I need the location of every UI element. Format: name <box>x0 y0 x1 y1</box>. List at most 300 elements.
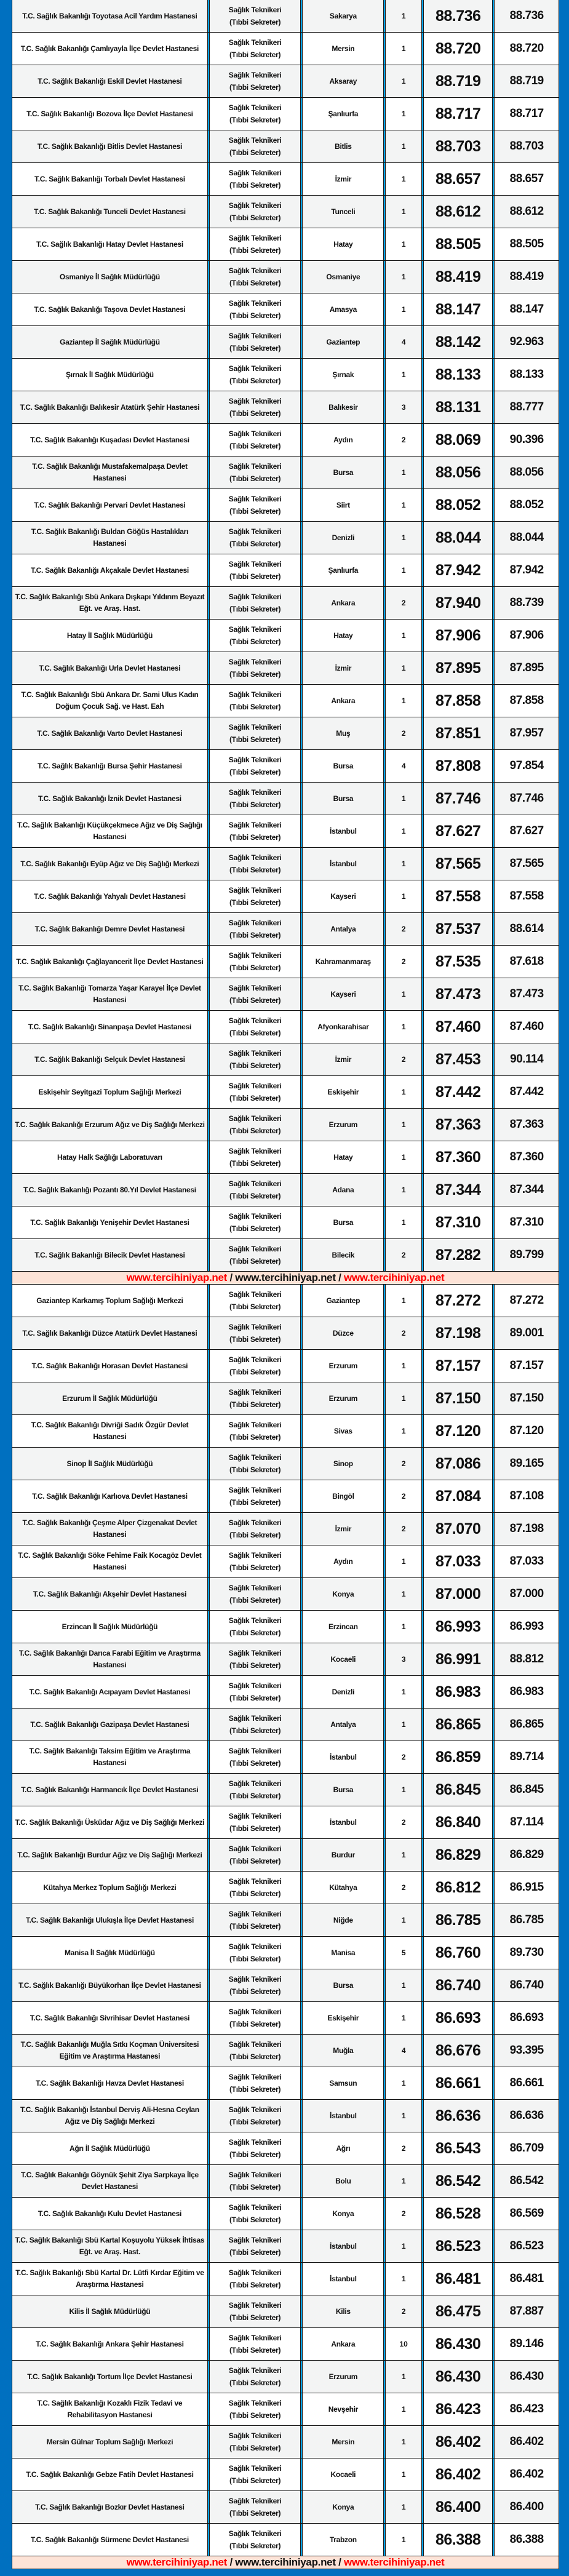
max-score-value: 89.730 <box>509 1946 544 1959</box>
city-name: Erzincan <box>328 1622 358 1631</box>
program-name: Sağlık Teknikeri (Tıbbi Sekreter) <box>228 2301 282 2322</box>
institution-cell <box>12 1239 207 1271</box>
table-row <box>12 1872 559 1904</box>
institution-name: T.C. Sağlık Bakanlığı Selçuk Devlet Hastanesi <box>34 1055 185 1064</box>
quota-cell <box>386 685 421 717</box>
city-cell <box>303 1174 383 1206</box>
min-score-value: 87.157 <box>435 1357 481 1374</box>
min-score-cell <box>424 2393 492 2425</box>
institution-cell <box>12 2263 207 2295</box>
quota-cell <box>386 1480 421 1512</box>
quota-value: 1 <box>401 892 406 901</box>
max-score-value: 88.133 <box>509 368 544 381</box>
city-name: Bursa <box>333 1981 354 1990</box>
quota-value: 1 <box>401 501 406 509</box>
min-score-value: 86.983 <box>435 1683 481 1701</box>
city-name: Aydın <box>333 1557 353 1566</box>
min-score-value: 87.453 <box>435 1050 481 1068</box>
quota-cell <box>386 228 421 260</box>
watermark-separator: / <box>227 2556 236 2568</box>
quota-cell <box>386 196 421 228</box>
quota-value: 1 <box>401 1720 406 1729</box>
min-score-cell <box>424 1513 492 1545</box>
institution-name: T.C. Sağlık Bakanlığı Çamlıyayla İlçe Devlet Hastanesi <box>20 44 199 53</box>
max-score-cell <box>495 359 559 391</box>
max-score-cell <box>495 880 559 912</box>
program-name: Sağlık Teknikeri (Tıbbi Sekreter) <box>228 1649 282 1670</box>
max-score-value: 86.983 <box>509 1685 544 1698</box>
quota-value: 1 <box>401 2275 406 2283</box>
institution-cell <box>12 1969 207 2001</box>
table-row <box>12 163 559 196</box>
program-cell <box>210 1011 301 1043</box>
max-score-cell <box>495 2067 559 2099</box>
city-name: Düzce <box>332 1329 354 1338</box>
city-name: Konya <box>332 2503 354 2511</box>
quota-value: 1 <box>401 1120 406 1129</box>
max-score-cell <box>495 1109 559 1141</box>
quota-cell <box>386 587 421 619</box>
program-cell <box>210 946 301 978</box>
min-score-value: 87.940 <box>435 594 481 612</box>
program-name: Sağlık Teknikeri (Tıbbi Sekreter) <box>228 2268 282 2289</box>
quota-value: 1 <box>401 1186 406 1194</box>
min-score-cell <box>424 1239 492 1271</box>
table-row <box>12 1545 559 1578</box>
program-name: Sağlık Teknikeri (Tıbbi Sekreter) <box>228 1747 282 1768</box>
max-score-value: 86.569 <box>509 2207 544 2220</box>
city-name: Antalya <box>330 1720 356 1729</box>
program-name: Sağlık Teknikeri (Tıbbi Sekreter) <box>228 1245 282 1266</box>
max-score-cell <box>495 1611 559 1643</box>
min-score-cell <box>424 1578 492 1610</box>
institution-name: T.C. Sağlık Bakanlığı Büyükorhan İlçe Devlet Hastanesi <box>18 1980 201 1990</box>
max-score-cell <box>495 750 559 782</box>
min-score-value: 86.430 <box>435 2367 481 2385</box>
program-name: Sağlık Teknikeri (Tıbbi Sekreter) <box>228 136 282 157</box>
min-score-cell <box>424 2067 492 2099</box>
city-name: İstanbul <box>330 1818 357 1827</box>
table-row <box>12 1676 559 1709</box>
program-name: Sağlık Teknikeri (Tıbbi Sekreter) <box>228 2529 282 2550</box>
watermark-link-3[interactable]: www.tercihiniyap.net <box>343 2556 445 2568</box>
min-score-cell <box>424 1382 492 1414</box>
institution-cell <box>12 1643 207 1675</box>
table-row <box>12 2230 559 2263</box>
institution-name: T.C. Sağlık Bakanlığı Bursa Şehir Hastanesi <box>38 761 182 770</box>
institution-name: T.C. Sağlık Bakanlığı Göynük Şehit Ziya Sarpkaya İlçe Devlet Hastanesi <box>20 2171 199 2191</box>
institution-name: T.C. Sağlık Bakanlığı Bozkır Devlet Hastanesi <box>35 2502 185 2511</box>
institution-cell <box>12 261 207 293</box>
program-cell <box>210 1969 301 2001</box>
min-score-cell <box>424 1545 492 1577</box>
max-score-value: 88.777 <box>509 401 544 413</box>
watermark-link-2[interactable]: www.tercihiniyap.net <box>235 2556 336 2568</box>
program-cell <box>210 2491 301 2523</box>
program-name: Sağlık Teknikeri (Tıbbi Sekreter) <box>228 299 282 320</box>
city-cell <box>303 1611 383 1643</box>
city-cell <box>303 2132 383 2164</box>
max-score-cell <box>495 196 559 228</box>
institution-cell <box>12 1937 207 1969</box>
min-score-cell <box>424 2426 492 2458</box>
program-name: Sağlık Teknikeri (Tıbbi Sekreter) <box>228 1179 282 1200</box>
min-score-cell <box>424 1415 492 1447</box>
program-cell <box>210 391 301 423</box>
score-table <box>12 0 559 2569</box>
max-score-value: 86.402 <box>509 2468 544 2481</box>
institution-name: T.C. Sağlık Bakanlığı Mustafakemalpaşa Devlet Hastanesi <box>32 462 188 482</box>
min-score-cell <box>424 2165 492 2197</box>
institution-name: T.C. Sağlık Bakanlığı Söke Fehime Faik Kocagöz Devlet Hastanesi <box>18 1551 202 1571</box>
program-cell <box>210 1904 301 1936</box>
min-score-cell <box>424 1043 492 1075</box>
program-cell <box>210 98 301 130</box>
program-cell <box>210 1774 301 1806</box>
table-row <box>12 2328 559 2361</box>
max-score-cell <box>495 2198 559 2230</box>
max-score-cell <box>495 1043 559 1075</box>
quota-value: 1 <box>401 2503 406 2511</box>
min-score-cell <box>424 489 492 521</box>
program-name: Sağlık Teknikeri (Tıbbi Sekreter) <box>228 1049 282 1070</box>
program-cell <box>210 2100 301 2132</box>
program-name: Sağlık Teknikeri (Tıbbi Sekreter) <box>228 2399 282 2420</box>
max-score-cell <box>495 2328 559 2360</box>
program-cell <box>210 293 301 325</box>
city-cell <box>303 1904 383 1936</box>
institution-cell <box>12 2491 207 2523</box>
min-score-value: 88.142 <box>435 333 481 351</box>
max-score-value: 89.001 <box>509 1326 544 1339</box>
max-score-value: 86.423 <box>509 2403 544 2415</box>
city-name: Bursa <box>333 794 354 803</box>
institution-cell <box>12 1317 207 1349</box>
quota-value: 1 <box>401 2405 406 2414</box>
table-row <box>12 522 559 554</box>
max-score-cell <box>495 1643 559 1675</box>
min-score-value: 86.991 <box>435 1650 481 1668</box>
table-row <box>12 326 559 359</box>
min-score-value: 88.044 <box>435 528 481 546</box>
min-score-value: 86.829 <box>435 1846 481 1864</box>
institution-cell <box>12 2132 207 2164</box>
min-score-cell <box>424 1011 492 1043</box>
table-row <box>12 978 559 1011</box>
city-name: Hatay <box>333 240 353 249</box>
max-score-value: 86.388 <box>509 2533 544 2546</box>
program-cell <box>210 1545 301 1577</box>
city-name: Bingöl <box>332 1492 354 1501</box>
institution-name: T.C. Sağlık Bakanlığı Torbalı Devlet Hastanesi <box>34 174 185 183</box>
min-score-cell <box>424 424 492 456</box>
city-cell <box>303 2198 383 2230</box>
city-cell <box>303 1317 383 1349</box>
city-cell <box>303 685 383 717</box>
quota-value: 1 <box>401 1023 406 1031</box>
quota-cell <box>386 1806 421 1838</box>
quota-cell <box>386 2165 421 2197</box>
watermark-link-1[interactable]: www.tercihiniyap.net <box>126 1272 228 1283</box>
max-score-cell <box>495 2263 559 2295</box>
table-row <box>12 717 559 750</box>
institution-name: Ağrı İl Sağlık Müdürlüğü <box>70 2143 150 2153</box>
max-score-cell <box>495 1141 559 1173</box>
institution-name: Kütahya Merkez Toplum Sağlığı Merkezi <box>43 1883 177 1892</box>
min-score-value: 87.150 <box>435 1389 481 1407</box>
city-name: İstanbul <box>330 2111 357 2120</box>
program-cell <box>210 2328 301 2360</box>
quota-value: 1 <box>401 1427 406 1435</box>
institution-cell <box>12 717 207 749</box>
table-row <box>12 1382 559 1415</box>
city-name: Kahramanmaraş <box>315 957 371 966</box>
institution-name: T.C. Sağlık Bakanlığı Urla Devlet Hastanesi <box>39 663 181 672</box>
max-score-value: 87.558 <box>509 890 544 903</box>
city-name: Mersin <box>332 44 355 53</box>
city-name: Şanlıurfa <box>328 110 359 118</box>
program-cell <box>210 1109 301 1141</box>
quota-value: 1 <box>401 2014 406 2022</box>
city-cell <box>303 815 383 847</box>
quota-value: 2 <box>401 2307 406 2316</box>
table-row <box>12 1239 559 1272</box>
min-score-cell <box>424 1285 492 1317</box>
institution-cell <box>12 33 207 65</box>
program-name: Sağlık Teknikeri (Tıbbi Sekreter) <box>228 2236 282 2257</box>
quota-value: 2 <box>401 1492 406 1501</box>
quota-cell <box>386 554 421 586</box>
min-score-value: 87.460 <box>435 1018 481 1035</box>
institution-name: T.C. Sağlık Bakanlığı Divriği Sadık Özgür Devlet Hastanesi <box>31 1421 189 1441</box>
max-score-cell <box>495 1448 559 1480</box>
program-name: Sağlık Teknikeri (Tıbbi Sekreter) <box>228 462 282 483</box>
city-name: Sinop <box>333 1459 353 1468</box>
institution-cell <box>12 750 207 782</box>
program-name: Sağlık Teknikeri (Tıbbi Sekreter) <box>228 1388 282 1409</box>
program-name: Sağlık Teknikeri (Tıbbi Sekreter) <box>228 429 282 450</box>
min-score-cell <box>424 33 492 65</box>
table-row <box>12 65 559 98</box>
city-cell <box>303 1285 383 1317</box>
city-name: Erzurum <box>328 1394 358 1403</box>
institution-cell <box>12 2328 207 2360</box>
program-name: Sağlık Teknikeri (Tıbbi Sekreter) <box>228 1681 282 1702</box>
city-cell <box>303 130 383 162</box>
institution-name: T.C. Sağlık Bakanlığı Kulu Devlet Hastanesi <box>38 2209 181 2218</box>
city-name: Aydın <box>333 436 353 444</box>
city-name: Eskişehir <box>327 2014 359 2022</box>
quota-value: 4 <box>401 338 406 346</box>
max-score-value: 87.906 <box>509 629 544 642</box>
min-score-cell <box>424 1774 492 1806</box>
quota-cell <box>386 326 421 358</box>
program-cell <box>210 1480 301 1512</box>
quota-cell <box>386 130 421 162</box>
institution-cell <box>12 1448 207 1480</box>
quota-value: 1 <box>401 12 406 20</box>
quota-cell <box>386 1611 421 1643</box>
min-score-value: 86.430 <box>435 2335 481 2353</box>
city-name: Kayseri <box>330 892 356 901</box>
program-name: Sağlık Teknikeri (Tıbbi Sekreter) <box>228 6 282 26</box>
program-cell <box>210 2393 301 2425</box>
city-cell <box>303 1350 383 1382</box>
quota-cell <box>386 359 421 391</box>
table-row <box>12 1480 559 1513</box>
institution-cell <box>12 554 207 586</box>
quota-value: 1 <box>401 533 406 542</box>
min-score-value: 87.895 <box>435 659 481 677</box>
quota-cell <box>386 620 421 652</box>
institution-name: T.C. Sağlık Bakanlığı Akçakale Devlet Hastanesi <box>30 565 189 575</box>
min-score-value: 87.360 <box>435 1148 481 1166</box>
table-row <box>12 2263 559 2295</box>
min-score-value: 88.717 <box>435 105 481 122</box>
max-score-value: 86.829 <box>509 1848 544 1861</box>
watermark-link-3[interactable]: www.tercihiniyap.net <box>343 1272 445 1283</box>
program-cell <box>210 1415 301 1447</box>
city-name: Manisa <box>331 1948 356 1957</box>
min-score-cell <box>424 620 492 652</box>
institution-cell <box>12 424 207 456</box>
city-cell <box>303 98 383 130</box>
program-name: Sağlık Teknikeri (Tıbbi Sekreter) <box>228 1486 282 1507</box>
program-name: Sağlık Teknikeri (Tıbbi Sekreter) <box>228 234 282 255</box>
quota-cell <box>386 391 421 423</box>
quota-value: 2 <box>401 1525 406 1533</box>
city-cell <box>303 848 383 880</box>
max-score-value: 88.736 <box>509 9 544 22</box>
min-score-cell <box>424 391 492 423</box>
city-cell <box>303 293 383 325</box>
table-row <box>12 1448 559 1480</box>
city-name: Aksaray <box>329 77 357 86</box>
min-score-value: 86.402 <box>435 2433 481 2450</box>
max-score-value: 87.150 <box>509 1392 544 1405</box>
min-score-value: 86.740 <box>435 1976 481 1994</box>
program-name: Sağlık Teknikeri (Tıbbi Sekreter) <box>228 332 282 353</box>
min-score-cell <box>424 1839 492 1871</box>
watermark-banner-2 <box>12 2556 559 2569</box>
max-score-value: 86.740 <box>509 1979 544 1992</box>
watermark-link-2[interactable]: www.tercihiniyap.net <box>235 1272 336 1283</box>
min-score-cell <box>424 2328 492 2360</box>
city-name: Kayseri <box>330 990 356 999</box>
table-row <box>12 554 559 587</box>
quota-cell <box>386 1839 421 1871</box>
program-cell <box>210 130 301 162</box>
min-score-value: 86.840 <box>435 1813 481 1831</box>
min-score-cell <box>424 946 492 978</box>
max-score-value: 88.419 <box>509 270 544 283</box>
max-score-cell <box>495 848 559 880</box>
city-cell <box>303 33 383 65</box>
max-score-value: 86.845 <box>509 1783 544 1796</box>
max-score-value: 90.114 <box>510 1053 544 1066</box>
city-cell <box>303 1109 383 1141</box>
quota-value: 1 <box>401 1981 406 1990</box>
quota-cell <box>386 2067 421 2099</box>
min-score-value: 87.906 <box>435 626 481 644</box>
min-score-cell <box>424 554 492 586</box>
table-row <box>12 2491 559 2524</box>
max-score-value: 88.505 <box>509 237 544 250</box>
quota-cell <box>386 1676 421 1708</box>
city-cell <box>303 1839 383 1871</box>
quota-cell <box>386 0 421 32</box>
city-cell <box>303 2165 383 2197</box>
city-name: Amasya <box>329 305 357 314</box>
table-row <box>12 261 559 293</box>
city-name: İzmir <box>335 1055 352 1064</box>
program-name: Sağlık Teknikeri (Tıbbi Sekreter) <box>228 1551 282 1572</box>
max-score-cell <box>495 913 559 945</box>
quota-value: 1 <box>401 77 406 86</box>
min-score-cell <box>424 1448 492 1480</box>
institution-name: T.C. Sağlık Bakanlığı Horasan Devlet Hastanesi <box>31 1361 188 1370</box>
program-cell <box>210 2035 301 2067</box>
city-cell <box>303 1969 383 2001</box>
quota-cell <box>386 1513 421 1545</box>
min-score-value: 87.627 <box>435 822 481 840</box>
table-block-1 <box>12 0 559 1272</box>
table-row <box>12 1350 559 1382</box>
institution-name: T.C. Sağlık Bakanlığı Düzce Atatürk Devlet Hastanesi <box>22 1328 197 1338</box>
min-score-cell <box>424 685 492 717</box>
quota-cell <box>386 750 421 782</box>
max-score-cell <box>495 33 559 65</box>
min-score-value: 86.812 <box>435 1878 481 1896</box>
max-score-cell <box>495 587 559 619</box>
max-score-cell <box>495 1174 559 1206</box>
max-score-value: 87.344 <box>509 1183 544 1196</box>
max-score-value: 87.887 <box>509 2305 544 2318</box>
min-score-cell <box>424 1806 492 1838</box>
institution-cell <box>12 130 207 162</box>
max-score-value: 88.052 <box>509 498 544 511</box>
min-score-cell <box>424 1741 492 1773</box>
max-score-value: 87.565 <box>509 857 544 870</box>
max-score-value: 87.957 <box>509 727 544 740</box>
city-name: İzmir <box>335 664 352 672</box>
city-cell <box>303 1872 383 1904</box>
quota-value: 1 <box>401 2111 406 2120</box>
min-score-value: 87.033 <box>435 1552 481 1570</box>
quota-value: 1 <box>401 664 406 672</box>
institution-cell <box>12 587 207 619</box>
quota-value: 1 <box>401 142 406 151</box>
quota-cell <box>386 2263 421 2295</box>
city-name: Ankara <box>331 696 356 705</box>
quota-value: 2 <box>401 599 406 607</box>
institution-cell <box>12 2002 207 2034</box>
min-score-cell <box>424 2132 492 2164</box>
institution-name: T.C. Sağlık Bakanlığı Pervari Devlet Hastanesi <box>34 500 186 509</box>
quota-value: 2 <box>401 925 406 933</box>
institution-cell <box>12 1545 207 1577</box>
program-name: Sağlık Teknikeri (Tıbbi Sekreter) <box>228 1453 282 1474</box>
min-score-value: 86.845 <box>435 1780 481 1798</box>
watermark-link-1[interactable]: www.tercihiniyap.net <box>126 2556 228 2568</box>
table-row <box>12 1806 559 1839</box>
quota-cell <box>386 2393 421 2425</box>
institution-cell <box>12 326 207 358</box>
institution-cell <box>12 98 207 130</box>
quota-cell <box>386 2295 421 2327</box>
min-score-value: 87.851 <box>435 724 481 742</box>
program-cell <box>210 1741 301 1773</box>
